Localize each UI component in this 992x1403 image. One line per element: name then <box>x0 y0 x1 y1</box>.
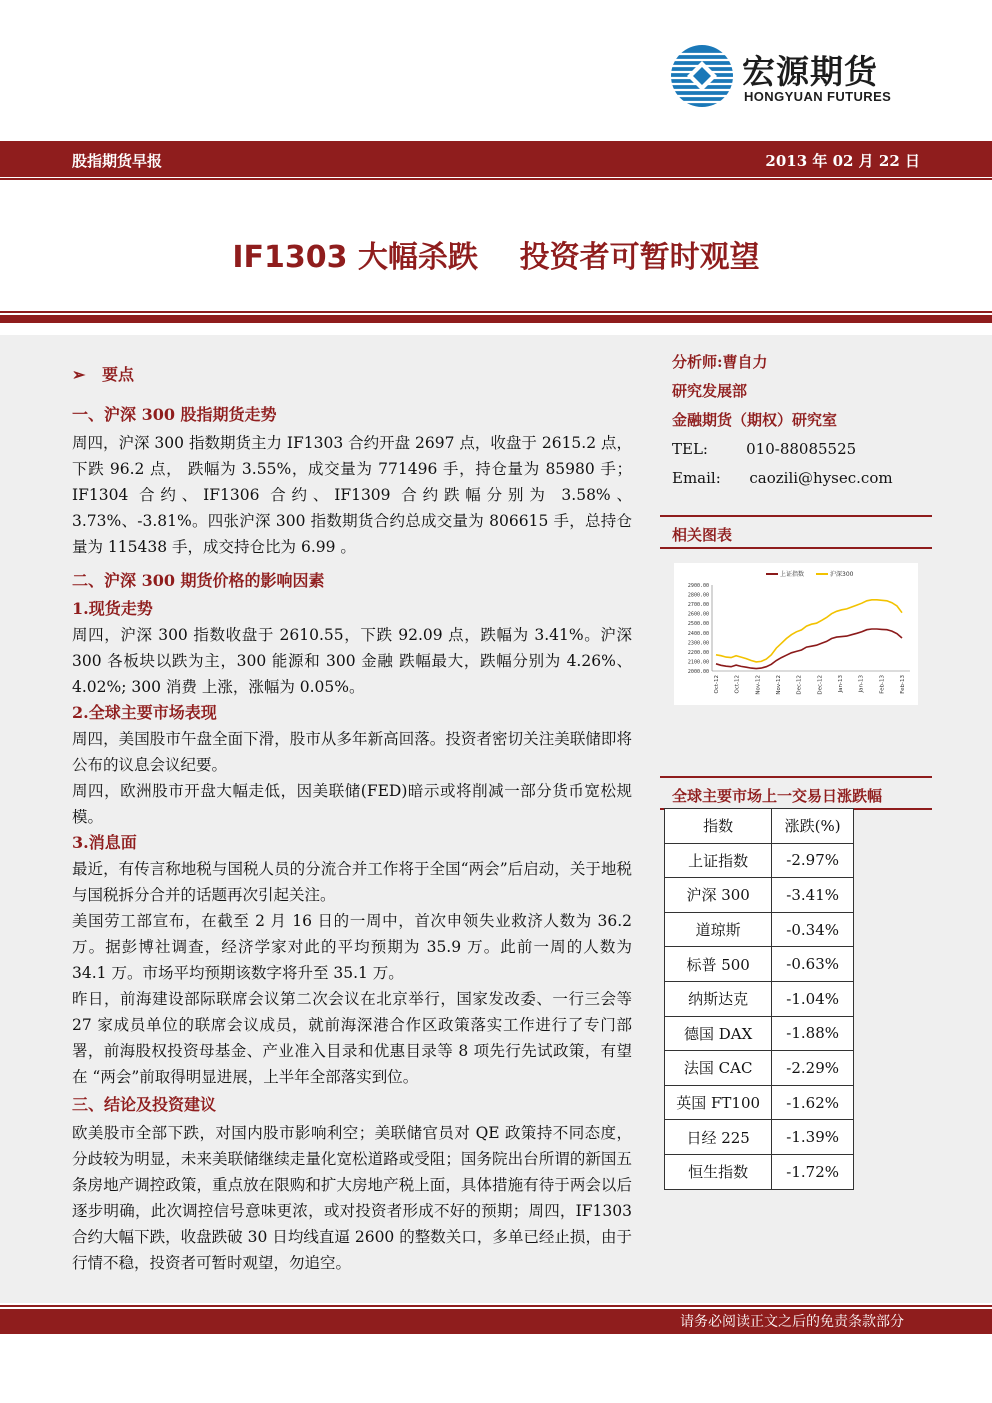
x-tick-label: Oct-12 <box>714 675 720 694</box>
tel-line: TEL: 010-88085525 <box>672 440 857 458</box>
table-row <box>665 878 854 913</box>
department: 研究发展部 <box>672 382 748 400</box>
y-tick-label: 2700.00 <box>687 602 709 609</box>
report-type: 股指期货早报 <box>72 152 163 170</box>
subsection-news-paragraph-3: 昨日，前海建设部际联席会议第二次会议在北京举行，国家发改委、一行三会等 27 家成员单位的联席会议成员，就前海深港合作区政策落实工作进行了专门部署，前海股权投资母基金、产业准入目录和优惠目录等 8 项先行先试政策，有望在 “两会”前取得明显进展，上半年全部落实到位。 <box>72 990 632 1086</box>
footer-divider <box>0 1305 992 1307</box>
subsection-global-paragraph-1: 周四，美国股市午盘全面下滑，股市从多年新高回落。投资者密切关注美联储即将公布的议息会议纪要。 <box>72 730 632 774</box>
table-header-cell: 涨跌(%) <box>772 809 854 844</box>
company-logo <box>670 42 920 112</box>
keypoints-heading: ➢ 要点 <box>72 362 632 388</box>
change-cell: -3.41% <box>772 878 854 913</box>
table-row <box>665 981 854 1016</box>
office: 金融期货（期权）研究室 <box>672 411 838 429</box>
section-1-heading: 一、沪深 300 股指期货走势 <box>72 405 277 424</box>
table-row <box>665 1154 854 1189</box>
subsection-global-heading: 2.全球主要市场表现 <box>72 703 217 722</box>
tel-number: 010-88085525 <box>746 440 857 458</box>
table-header-cell: 指数 <box>665 809 772 844</box>
legend-label: 上证指数 <box>780 571 805 578</box>
change-cell: -2.97% <box>772 843 854 878</box>
table-row <box>665 1016 854 1051</box>
market-change-table <box>664 808 854 1190</box>
arrow-bullet-icon: ➢ <box>72 365 86 384</box>
index-name-cell: 德国 DAX <box>665 1016 772 1051</box>
y-tick-label: 2500.00 <box>687 621 709 628</box>
y-tick-label: 2100.00 <box>687 659 709 666</box>
sidebar <box>672 348 932 493</box>
table-row <box>665 843 854 878</box>
index-name-cell: 沪深 300 <box>665 878 772 913</box>
series-line-1 <box>716 600 902 662</box>
x-tick-label: Nov-12 <box>755 675 762 695</box>
y-tick-label: 2200.00 <box>687 649 709 656</box>
subsection-news-heading: 3.消息面 <box>72 833 137 852</box>
subsection-spot-paragraph: 周四，沪深 300 指数收盘于 2610.55，下跌 92.09 点，跌幅为 3.41%。沪深 300 各板块以跌为主，300 能源和 300 金融 跌幅最大，跌幅分别为 4.26%、4.02%; 300 消费 上涨，涨幅为 0.05%。 <box>72 626 632 696</box>
section-2-heading: 二、沪深 300 期货价格的影响因素 <box>72 571 325 590</box>
x-tick-label: Feb-13 <box>900 675 906 694</box>
footer-bar <box>0 1309 992 1334</box>
subsection-spot-heading: 1.现货走势 <box>72 599 153 618</box>
index-name-cell: 纳斯达克 <box>665 981 772 1016</box>
chart-svg <box>674 563 918 705</box>
header-divider <box>0 178 992 180</box>
change-cell: -1.62% <box>772 1085 854 1120</box>
index-name-cell: 道琼斯 <box>665 912 772 947</box>
change-cell: -2.29% <box>772 1051 854 1086</box>
subsection-global-paragraph-2: 周四，欧洲股市开盘大幅走低，因美联储(FED)暗示或将削减一部分货币宽松规模。 <box>72 782 632 826</box>
index-name-cell: 标普 500 <box>665 947 772 982</box>
index-name-cell: 英国 FT100 <box>665 1085 772 1120</box>
x-tick-label: Nov-12 <box>776 675 782 695</box>
index-line-chart <box>674 563 918 705</box>
x-tick-label: Dec-12 <box>817 675 824 695</box>
chart-section-heading: 相关图表 <box>660 521 932 549</box>
change-cell: -1.72% <box>772 1154 854 1189</box>
x-tick-label: Jan-13 <box>858 675 865 693</box>
y-tick-label: 2900.00 <box>687 583 709 589</box>
report-title: IF1303 大幅杀跌 投资者可暂时观望 <box>232 240 760 275</box>
change-cell: -1.39% <box>772 1120 854 1155</box>
index-name-cell: 法国 CAC <box>665 1051 772 1086</box>
title-divider <box>0 315 992 323</box>
logo-english-name: HONGYUAN FUTURES <box>744 89 892 104</box>
market-table-heading: 全球主要市场上一交易日涨跌幅 <box>660 782 932 810</box>
index-name-cell: 日经 225 <box>665 1120 772 1155</box>
disclaimer-notice: 请务必阅读正文之后的免责条款部分 <box>680 1314 904 1330</box>
section-3-heading: 三、结论及投资建议 <box>72 1095 217 1114</box>
table-row <box>665 1085 854 1120</box>
subsection-news-paragraph-1: 最近，有传言称地税与国税人员的分流合并工作将于全国“两会”后启动，关于地税与国税拆分合并的话题再次引起关注。 <box>72 860 632 904</box>
index-name-cell: 恒生指数 <box>665 1154 772 1189</box>
analyst-name: 分析师:曹自力 <box>672 353 768 371</box>
section-1-paragraph: 周四，沪深 300 指数期货主力 IF1303 合约开盘 2697 点，收盘于 2615.2 点，下跌 96.2 点， 跌幅为 3.55%，成交量为 771496 手，持仓量为 85980 手；IF1304 合约、IF1306 合约、IF1309 合约跌幅分别为 3.58%、3.73%、-3.81%。四张沪深 300 指数期货合约总成交量为 806615 手，总持仓量为 115438 手，成交持仓比为 6.99 。 <box>72 434 633 556</box>
table-row <box>665 1120 854 1155</box>
table-row <box>665 947 854 982</box>
table-row <box>665 912 854 947</box>
x-tick-label: Feb-13 <box>879 675 886 694</box>
main-column <box>72 362 632 1276</box>
y-tick-label: 2800.00 <box>687 592 709 599</box>
index-name-cell: 上证指数 <box>665 843 772 878</box>
change-cell: -1.88% <box>772 1016 854 1051</box>
email-address[interactable]: caozili@hysec.com <box>749 469 893 487</box>
x-tick-label: Oct-12 <box>734 675 741 694</box>
change-cell: -1.04% <box>772 981 854 1016</box>
y-tick-label: 2300.00 <box>687 640 709 647</box>
x-tick-label: Jan-13 <box>838 675 844 693</box>
y-tick-label: 2400.00 <box>687 630 709 637</box>
change-cell: -0.34% <box>772 912 854 947</box>
change-cell: -0.63% <box>772 947 854 982</box>
subsection-news-paragraph-2: 美国劳工部宣布，在截至 2 月 16 日的一周中，首次申领失业救济人数为 36.2 万。据彭博社调查，经济学家对此的平均预期为 35.9 万。此前一周的人数为 34.1 万。市场平均预期该数字将升至 35.1 万。 <box>72 912 632 982</box>
x-tick-label: Dec-12 <box>796 675 803 695</box>
table-header-row <box>665 809 854 844</box>
report-header-bar <box>0 141 992 177</box>
title-divider-thin <box>0 311 992 313</box>
legend-label: 沪深300 <box>830 571 854 578</box>
report-date: 2013 年 02 月 22 日 <box>765 152 920 170</box>
y-tick-label: 2000.00 <box>687 669 709 675</box>
email-line: Email: caozili@hysec.com <box>672 469 893 487</box>
logo-mark-icon <box>670 44 734 108</box>
logo-chinese-name: 宏源期货 <box>742 52 878 91</box>
y-tick-label: 2600.00 <box>687 611 709 618</box>
series-line-0 <box>716 629 902 669</box>
table-row <box>665 1051 854 1086</box>
section-3-paragraph: 欧美股市全部下跌，对国内股市影响利空；美联储官员对 QE 政策持不同态度，分歧较为明显，未来美联储继续走量化宽松道路或受阻；国务院出台所谓的新国五条房地产调控政策，重点放在限购和扩大房地产税上面，具体措施有待于两会以后逐步明确，此次调控信号意味更浓，或对投资者形成不好的预期；周四，IF1303 合约大幅下跌，收盘跌破 30 日均线直逼 2600 的整数关口，多单已经止损，由于行情不稳，投资者可暂时观望，勿追空。 <box>72 1124 632 1272</box>
